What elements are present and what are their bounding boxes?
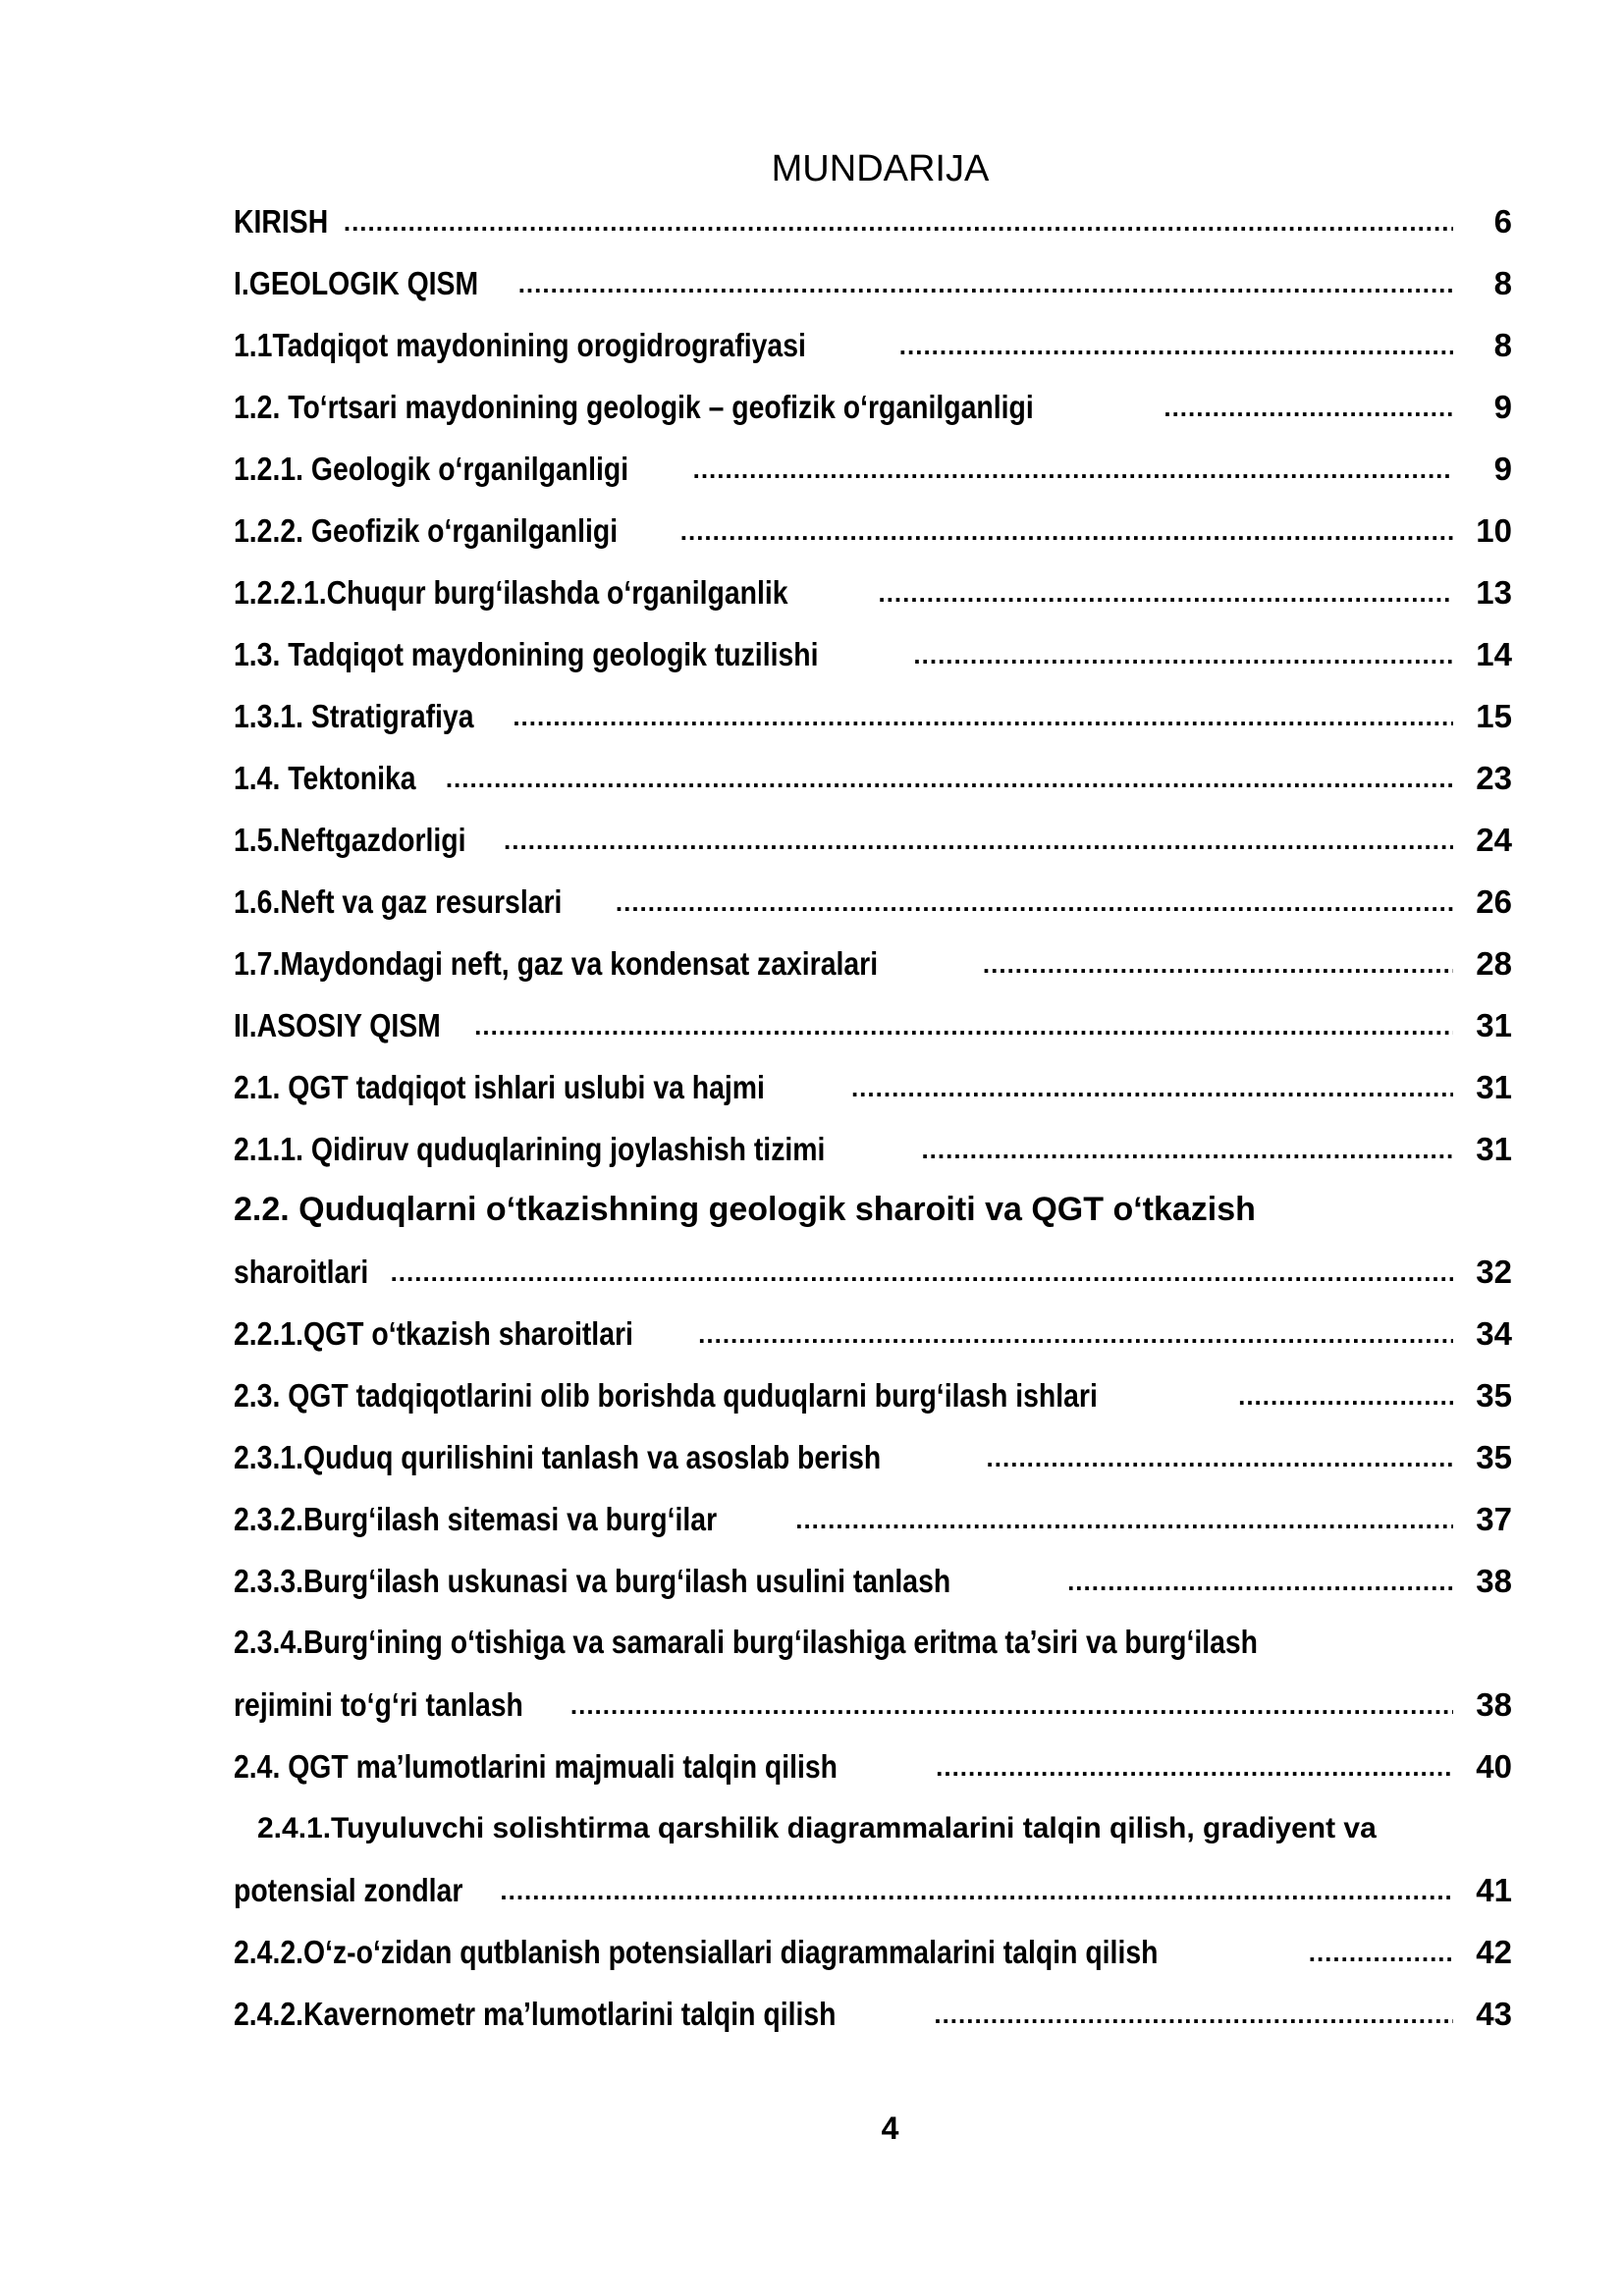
- toc-entry-label: 1.3.1. Stratigrafiya: [234, 698, 474, 734]
- toc-entry-page: 8: [1493, 265, 1512, 301]
- toc-entry-2-3-3[interactable]: [234, 1558, 1512, 1605]
- toc-entry-page: 43: [1476, 1996, 1512, 2032]
- toc-entry-page: 24: [1476, 822, 1512, 858]
- toc-entry-1-4[interactable]: [234, 755, 1512, 802]
- toc-entry-2-3[interactable]: [234, 1372, 1512, 1419]
- dot-leader: [983, 940, 1453, 988]
- toc-entry-asosiy-qism[interactable]: [234, 1002, 1512, 1049]
- dot-leader: [518, 260, 1453, 307]
- toc-entry-label: potensial zondlar: [234, 1872, 463, 1908]
- toc-entry-page: 9: [1493, 389, 1512, 425]
- toc-entry-1-3-1[interactable]: [234, 693, 1512, 740]
- toc-entry-label: 2.1. QGT tadqiqot ishlari uslubi va hajmi: [234, 1069, 765, 1105]
- toc-title: MUNDARIJA: [771, 148, 990, 189]
- toc-entry-label: 2.1.1. Qidiruv quduqlarining joylashish tizimi: [234, 1131, 826, 1167]
- toc-entry-label: 2.2.1.QGT o‘tkazish sharoitlari: [234, 1315, 633, 1352]
- toc-entry-label: 1.2.2.1.Chuqur burg‘ilashda o‘rganilganlik: [234, 574, 788, 611]
- toc-entry-geologik-qism[interactable]: [234, 260, 1512, 307]
- toc-entry-page: 8: [1493, 327, 1512, 363]
- toc-entry-2-4-2-kavernometr[interactable]: [234, 1991, 1512, 2038]
- dot-leader: [795, 1496, 1453, 1543]
- dot-leader: [934, 1991, 1453, 2038]
- toc-entry-label: 1.6.Neft va gaz resurslari: [234, 883, 563, 920]
- toc-entry-1-3[interactable]: [234, 631, 1512, 678]
- dot-leader: [921, 1126, 1453, 1173]
- toc-entry-2-3-1[interactable]: [234, 1434, 1512, 1481]
- toc-entry-label: 2.2. Quduqlarni o‘tkazishning geologik sharoiti va QGT o‘tkazish: [234, 1191, 1256, 1228]
- dot-leader: [936, 1743, 1453, 1790]
- toc-entry-1-6[interactable]: [234, 879, 1512, 926]
- toc-entry-2-1[interactable]: [234, 1064, 1512, 1111]
- dot-leader: [446, 755, 1453, 802]
- toc-entry-page: 26: [1476, 883, 1512, 920]
- toc-entry-page: 31: [1476, 1069, 1512, 1105]
- dot-leader: [570, 1682, 1453, 1729]
- toc-entry-label: KIRISH: [234, 203, 329, 240]
- toc-entry-label: 1.2.1. Geologik o‘rganilganligi: [234, 451, 629, 487]
- toc-entry-page: 42: [1476, 1934, 1512, 1970]
- dot-leader: [693, 446, 1453, 493]
- toc-entry-label: 1.5.Neftgazdorligi: [234, 822, 466, 858]
- toc-entry-kirish[interactable]: [234, 198, 1512, 245]
- dot-leader: [987, 1434, 1453, 1481]
- toc-entry-label: 1.2.2. Geofizik o‘rganilganligi: [234, 512, 619, 549]
- toc-entry-page: 23: [1476, 760, 1512, 796]
- toc-entry-page: 38: [1476, 1563, 1512, 1599]
- toc-entry-page: 41: [1476, 1872, 1512, 1908]
- toc-entry-2-2-1[interactable]: [234, 1310, 1512, 1358]
- toc-entry-page: 35: [1476, 1439, 1512, 1475]
- toc-entry-label: 1.1Tadqiqot maydonining orogidrografiyasi: [234, 327, 806, 363]
- toc-entry-page: 15: [1476, 698, 1512, 734]
- toc-entry-2-4-2-potensial[interactable]: [234, 1929, 1512, 1976]
- toc-entry-label: 2.4. QGT ma’lumotlarini majmuali talqin qilish: [234, 1748, 839, 1785]
- toc-entry-page: 31: [1476, 1007, 1512, 1043]
- dot-leader: [1163, 384, 1453, 431]
- dot-leader: [474, 1002, 1453, 1049]
- toc-entry-2-3-2[interactable]: [234, 1496, 1512, 1543]
- toc-entry-label: 1.3. Tadqiqot maydonining geologik tuzilishi: [234, 636, 819, 672]
- toc-entry-2-4[interactable]: [234, 1743, 1512, 1790]
- toc-entry-1-1[interactable]: [234, 322, 1512, 369]
- toc-entry-page: 10: [1476, 512, 1512, 549]
- dot-leader: [1238, 1372, 1453, 1419]
- dot-leader: [504, 817, 1453, 864]
- toc-entry-2-1-1[interactable]: [234, 1126, 1512, 1173]
- toc-entry-page: 31: [1476, 1131, 1512, 1167]
- dot-leader: [1309, 1929, 1453, 1976]
- toc-entry-label: 2.3.4.Burg‘ining o‘tishiga va samarali burg‘ilashiga eritma ta’siri va burg‘ilash: [234, 1624, 1259, 1660]
- dot-leader: [1067, 1558, 1453, 1605]
- toc-entry-page: 13: [1476, 574, 1512, 611]
- toc-entry-label: 2.3.3.Burg‘ilash uskunasi va burg‘ilash usulini tanlash: [234, 1563, 951, 1599]
- toc-entry-2-2-line1[interactable]: [234, 1186, 1512, 1233]
- page-number: 4: [881, 2110, 899, 2146]
- toc-entry-label: 1.4. Tektonika: [234, 760, 416, 796]
- toc-entry-2-2-line2[interactable]: [234, 1249, 1512, 1296]
- dot-leader: [878, 569, 1453, 616]
- toc-entry-label: 2.4.1.Tuyuluvchi solishtirma qarshilik diagrammalarini talqin qilish, gradiyent va: [257, 1812, 1377, 1844]
- toc-entry-1-2-1[interactable]: [234, 446, 1512, 493]
- toc-entry-1-2-2-1[interactable]: [234, 569, 1512, 616]
- dot-leader: [851, 1064, 1453, 1111]
- toc-entry-label: sharoitlari: [234, 1254, 369, 1290]
- toc-entry-label: II.ASOSIY QISM: [234, 1007, 441, 1043]
- toc-entry-1-7[interactable]: [234, 940, 1512, 988]
- toc-entry-page: 6: [1493, 203, 1512, 240]
- toc-entry-page: 37: [1476, 1501, 1512, 1537]
- toc-entry-label: 2.4.2.O‘z-o‘zidan qutblanish potensiallari diagrammalarini talqin qilish: [234, 1934, 1159, 1970]
- toc-entry-label: 2.3.2.Burg‘ilash sitemasi va burg‘ilar: [234, 1501, 718, 1537]
- toc-entry-label: 2.4.2.Kavernometr ma’lumotlarini talqin qilish: [234, 1996, 837, 2032]
- toc-entry-label: I.GEOLOGIK QISM: [234, 265, 479, 301]
- toc-entry-page: 32: [1476, 1254, 1512, 1290]
- toc-entry-page: 38: [1476, 1686, 1512, 1723]
- toc-entry-label: 1.7.Maydondagi neft, gaz va kondensat zaxiralari: [234, 945, 879, 982]
- dot-leader: [680, 507, 1453, 555]
- dot-leader: [513, 693, 1453, 740]
- toc-entry-1-5[interactable]: [234, 817, 1512, 864]
- toc-entry-page: 9: [1493, 451, 1512, 487]
- toc-entry-2-3-4-line2[interactable]: [234, 1682, 1512, 1729]
- dot-leader: [616, 879, 1453, 926]
- dot-leader: [913, 631, 1453, 678]
- toc-entry-page: 14: [1476, 636, 1512, 672]
- toc-entry-page: 35: [1476, 1377, 1512, 1414]
- toc-entry-2-4-1-line1[interactable]: [257, 1805, 1536, 1852]
- dot-leader: [500, 1867, 1453, 1914]
- dot-leader: [344, 198, 1453, 245]
- toc-entry-1-2-2[interactable]: [234, 507, 1512, 555]
- toc-entry-1-2[interactable]: [234, 384, 1512, 431]
- toc-entry-label: 2.3.1.Quduq qurilishini tanlash va asoslab berish: [234, 1439, 882, 1475]
- toc-entry-label: rejimini to‘g‘ri tanlash: [234, 1686, 523, 1723]
- toc-entry-page: 28: [1476, 945, 1512, 982]
- toc-entry-page: 34: [1476, 1315, 1512, 1352]
- toc-entry-2-4-1-line2[interactable]: [234, 1867, 1512, 1914]
- dot-leader: [899, 322, 1453, 369]
- dot-leader: [391, 1249, 1453, 1296]
- toc-entry-2-3-4-line1[interactable]: [234, 1619, 1512, 1666]
- toc-entry-label: 2.3. QGT tadqiqotlarini olib borishda quduqlarni burg‘ilash ishlari: [234, 1377, 1098, 1414]
- dot-leader: [698, 1310, 1453, 1358]
- toc-entry-page: 40: [1476, 1748, 1512, 1785]
- toc-entry-label: 1.2. To‘rtsari maydonining geologik – geofizik o‘rganilganligi: [234, 389, 1034, 425]
